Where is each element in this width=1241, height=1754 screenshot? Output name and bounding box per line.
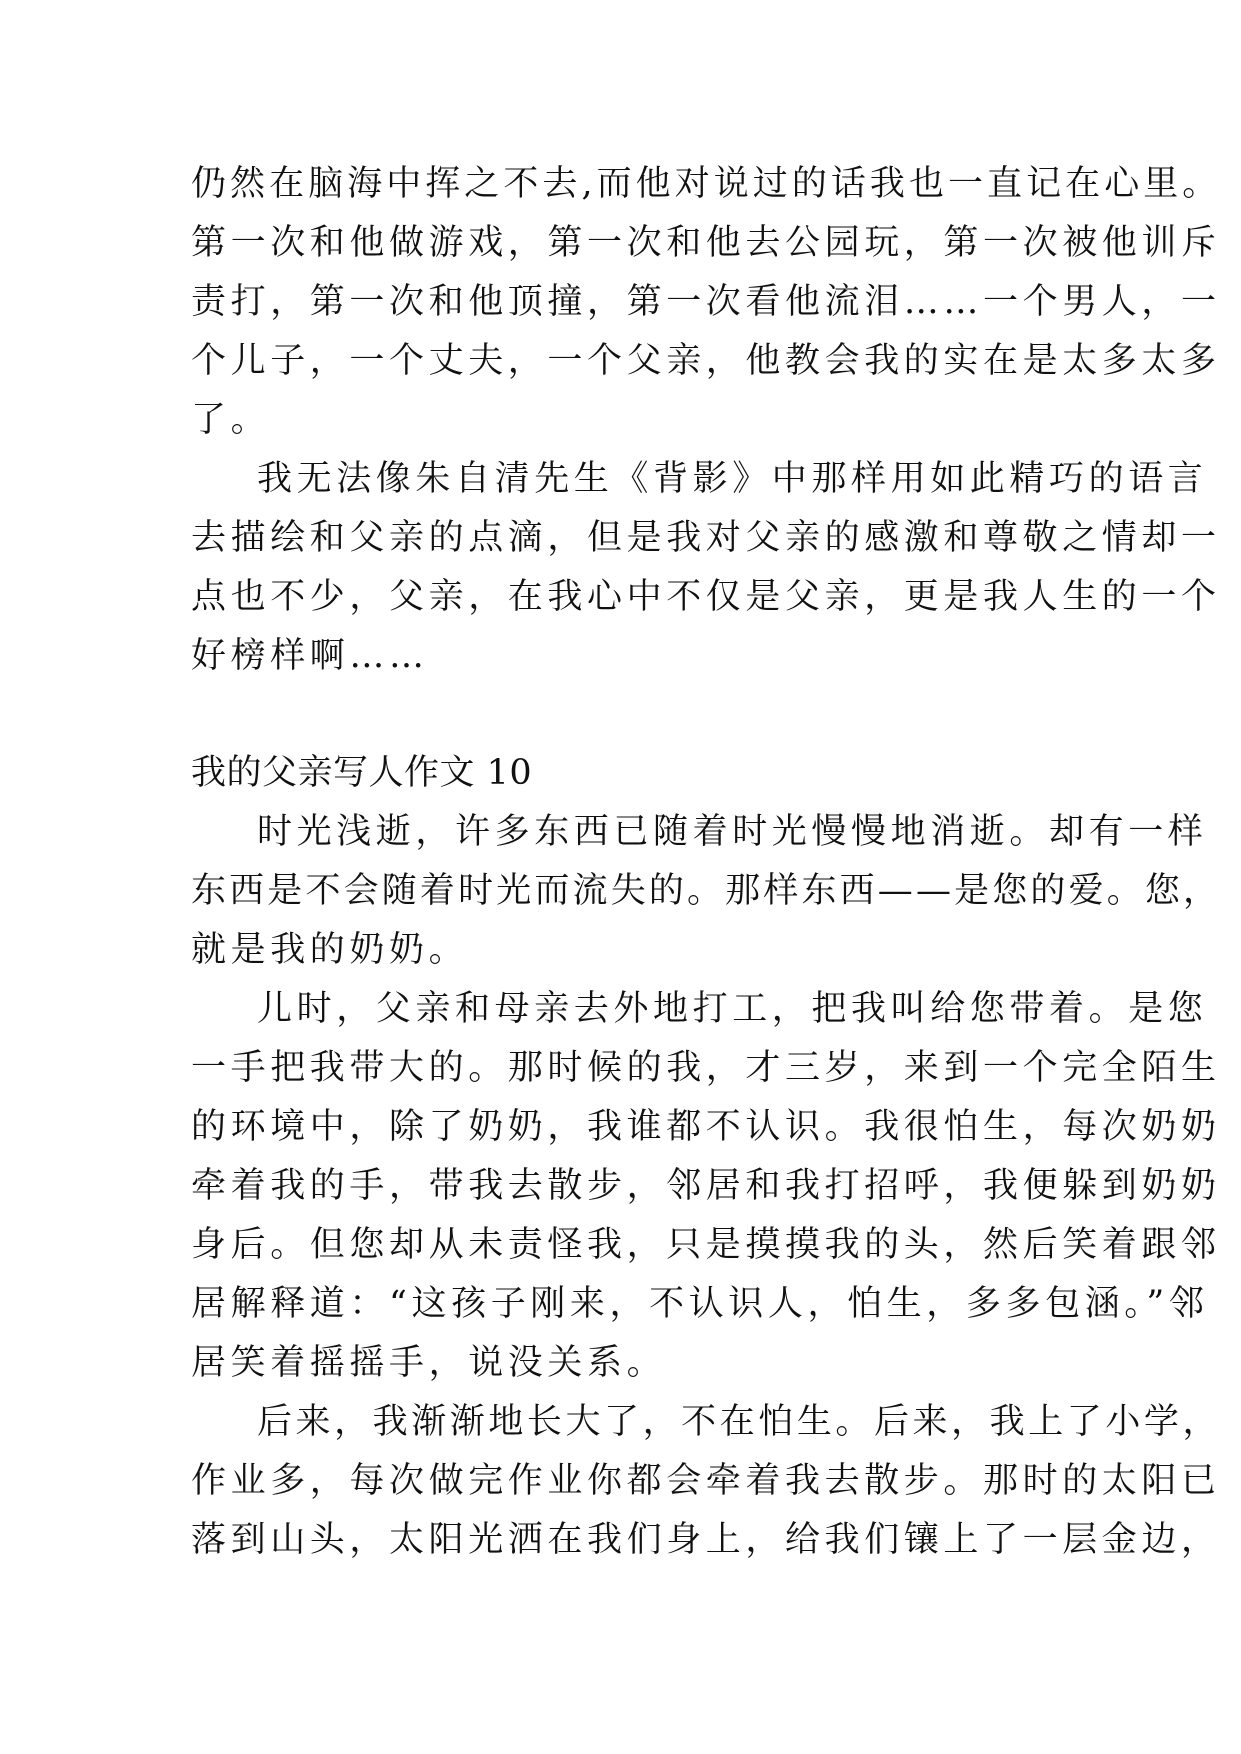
text-line: 东西是不会随着时光而流失的。那样东西——是您的爱。您，: [191, 871, 1222, 911]
text-line: 好榜样啊……: [191, 636, 429, 676]
text-line: 第一次和他做游戏，第一次和他去公园玩，第一次被他训斥: [191, 223, 1221, 263]
text-line: 责打，第一次和他顶撞，第一次看他流泪……一个男人，一: [191, 282, 1221, 322]
text-line: 身后。但您却从未责怪我，只是摸摸我的头，然后笑着跟邻: [191, 1225, 1221, 1265]
text-line: 一手把我带大的。那时候的我，才三岁，来到一个完全陌生: [191, 1048, 1221, 1088]
text-line: 居解释道：“这孩子刚来，不认识人，怕生，多多包涵。”邻: [191, 1284, 1209, 1324]
text-line: 个儿子，一个丈夫，一个父亲，他教会我的实在是太多太多: [191, 341, 1221, 381]
text-line: 仍然在脑海中挥之不去,而他对说过的话我也一直记在心里。: [191, 164, 1222, 204]
text-line: 落到山头，太阳光洒在我们身上，给我们镶上了一层金边，: [191, 1520, 1221, 1560]
text-line: 我无法像朱自清先生《背影》中那样用如此精巧的语言: [257, 459, 1208, 499]
section-heading: 我的父亲写人作文 10: [191, 753, 533, 793]
text-line: 后来，我渐渐地长大了，不在怕生。后来，我上了小学，: [257, 1402, 1222, 1442]
text-line: 就是我的奶奶。: [191, 930, 469, 970]
text-line: 居笑着摇摇手，说没关系。: [191, 1343, 667, 1383]
text-line: 时光浅逝，许多东西已随着时光慢慢地消逝。却有一样: [257, 812, 1208, 852]
text-line: 作业多，每次做完作业你都会牵着我去散步。那时的太阳已: [191, 1461, 1221, 1501]
text-line: 点也不少，父亲，在我心中不仅是父亲，更是我人生的一个: [191, 577, 1221, 617]
text-line: 去描绘和父亲的点滴，但是我对父亲的感激和尊敬之情却一: [191, 518, 1221, 558]
text-line: 牵着我的手，带我去散步，邻居和我打招呼，我便躲到奶奶: [191, 1166, 1221, 1206]
text-line: 儿时，父亲和母亲去外地打工，把我叫给您带着。是您: [257, 989, 1208, 1029]
text-line: 了。: [191, 400, 271, 440]
text-line: 的环境中，除了奶奶，我谁都不认识。我很怕生，每次奶奶: [191, 1107, 1221, 1147]
